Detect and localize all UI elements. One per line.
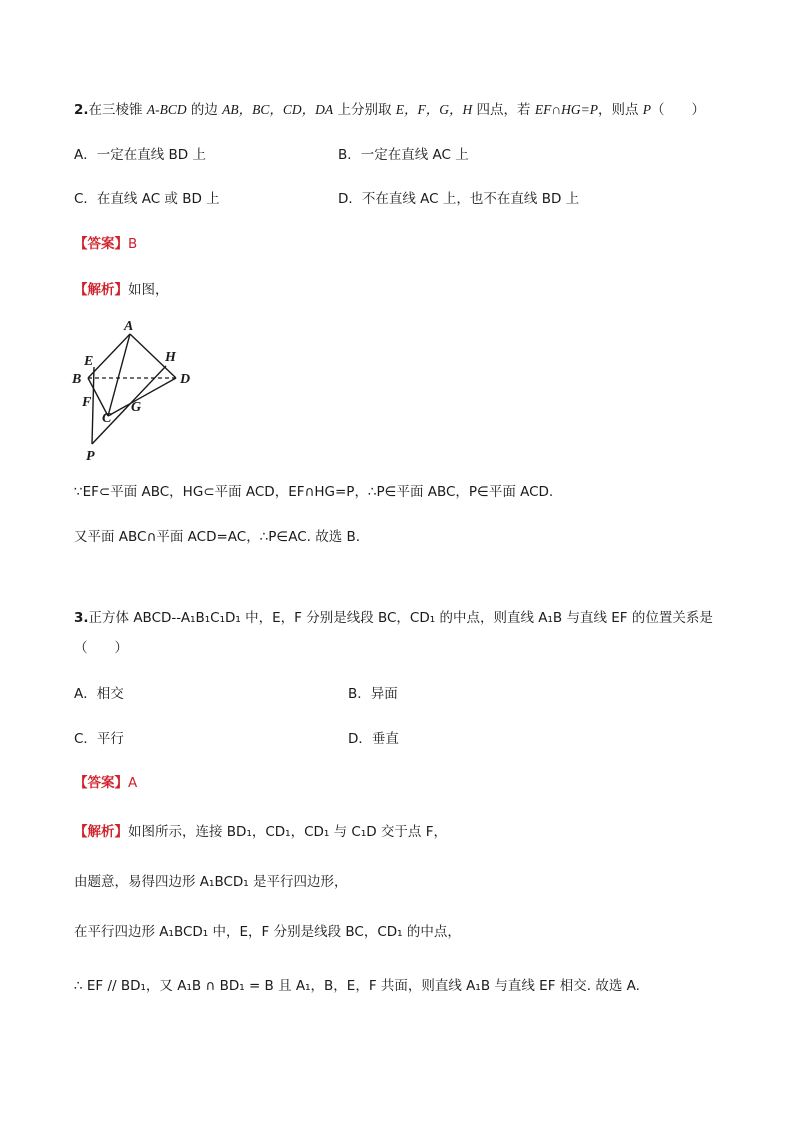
line-ef-extended xyxy=(92,367,94,444)
q2-stem-text: EF∩HG=P xyxy=(534,102,598,117)
q2-stem-text: E，F，G，H xyxy=(395,102,473,117)
label-f: F xyxy=(82,395,92,410)
q3-stem-cont: （ ） xyxy=(74,640,128,656)
q2-stem-text: （ ） xyxy=(651,102,706,118)
label-h: H xyxy=(165,350,176,365)
q3-analysis-line1 xyxy=(74,822,447,842)
q2-stem-text: 在三棱锥 xyxy=(88,102,147,118)
q3-analysis-line3: 在平行四边形 A₁BCD₁ 中，E，F 分别是线段 BC，CD₁ 的中点， xyxy=(74,924,461,940)
label-b: B xyxy=(72,372,82,387)
q2-answer-value: B xyxy=(128,236,138,252)
q3-option-b: B．异面 xyxy=(348,686,398,702)
q2-analysis-intro: 如图， xyxy=(128,282,169,298)
q3-option-c: C．平行 xyxy=(74,731,124,747)
q3-number: 3. xyxy=(74,610,89,626)
q2-step1: ∵EF⊂平面 ABC，HG⊂平面 ACD，EF∩HG=P，∴P∈平面 ABC，P∈平面 ACD. xyxy=(74,484,554,500)
edge-cd xyxy=(108,378,176,416)
q2-stem-text: 的边 xyxy=(186,102,223,118)
q2-answer xyxy=(74,234,137,254)
q3-analysis-line4: ∴ EF // BD₁，又 A₁B ∩ BD₁ = B 且 A₁，B，E，F 共面，则直线 A₁B 与直线 EF 相交. 故选 A. xyxy=(74,978,640,994)
q3-answer-tag: 【答案】 xyxy=(74,775,128,791)
q2-stem-text: P xyxy=(642,102,652,117)
label-g: G xyxy=(131,400,142,415)
q2-stem xyxy=(74,100,705,120)
q3-stem-text: 正方体 ABCD--A₁B₁C₁D₁ 中，E，F 分别是线段 BC，CD₁ 的中点，则直线 A₁B 与直线 EF 的位置关系是 xyxy=(88,610,713,626)
q3-analysis-text: 如图所示，连接 BD₁，CD₁，CD₁ 与 C₁D 交于点 F， xyxy=(128,824,447,840)
label-p: P xyxy=(86,449,95,464)
q3-stem xyxy=(74,608,713,628)
q3-analysis-line2: 由题意，易得四边形 A₁BCD₁ 是平行四边形， xyxy=(74,874,348,890)
pyramid-figure xyxy=(66,316,206,466)
q3-analysis-tag: 【解析】 xyxy=(74,824,128,840)
q2-option-c: C．在直线 AC 或 BD 上 xyxy=(74,191,220,207)
q2-analysis-tag: 【解析】 xyxy=(74,282,128,298)
label-d: D xyxy=(180,372,191,387)
q3-option-d: D．垂直 xyxy=(348,731,399,747)
aux xyxy=(94,366,166,367)
q2-option-a: A．一定在直线 BD 上 xyxy=(74,147,206,163)
q2-stem-text: AB，BC，CD，DA xyxy=(222,102,334,117)
q2-stem-text: 四点，若 xyxy=(472,102,535,118)
q2-option-d: D．不在直线 AC 上，也不在直线 BD 上 xyxy=(338,191,580,207)
q2-stem-text: 上分别取 xyxy=(333,102,396,118)
label-a: A xyxy=(124,319,134,334)
q2-option-b: B．一定在直线 AC 上 xyxy=(338,147,469,163)
q3-answer-value: A xyxy=(128,775,138,791)
q2-stem-text: ，则点 xyxy=(597,102,643,118)
q2-answer-tag: 【答案】 xyxy=(74,236,128,252)
q3-answer xyxy=(74,773,137,793)
label-e: E xyxy=(84,354,94,369)
q2-stem-text: A-BCD xyxy=(146,102,187,117)
q2-number: 2. xyxy=(74,102,89,118)
q3-option-a: A．相交 xyxy=(74,686,124,702)
label-c: C xyxy=(102,411,112,426)
q2-analysis xyxy=(74,280,169,300)
q2-step2: 又平面 ABC∩平面 ACD=AC，∴P∈AC. 故选 B. xyxy=(74,529,361,545)
